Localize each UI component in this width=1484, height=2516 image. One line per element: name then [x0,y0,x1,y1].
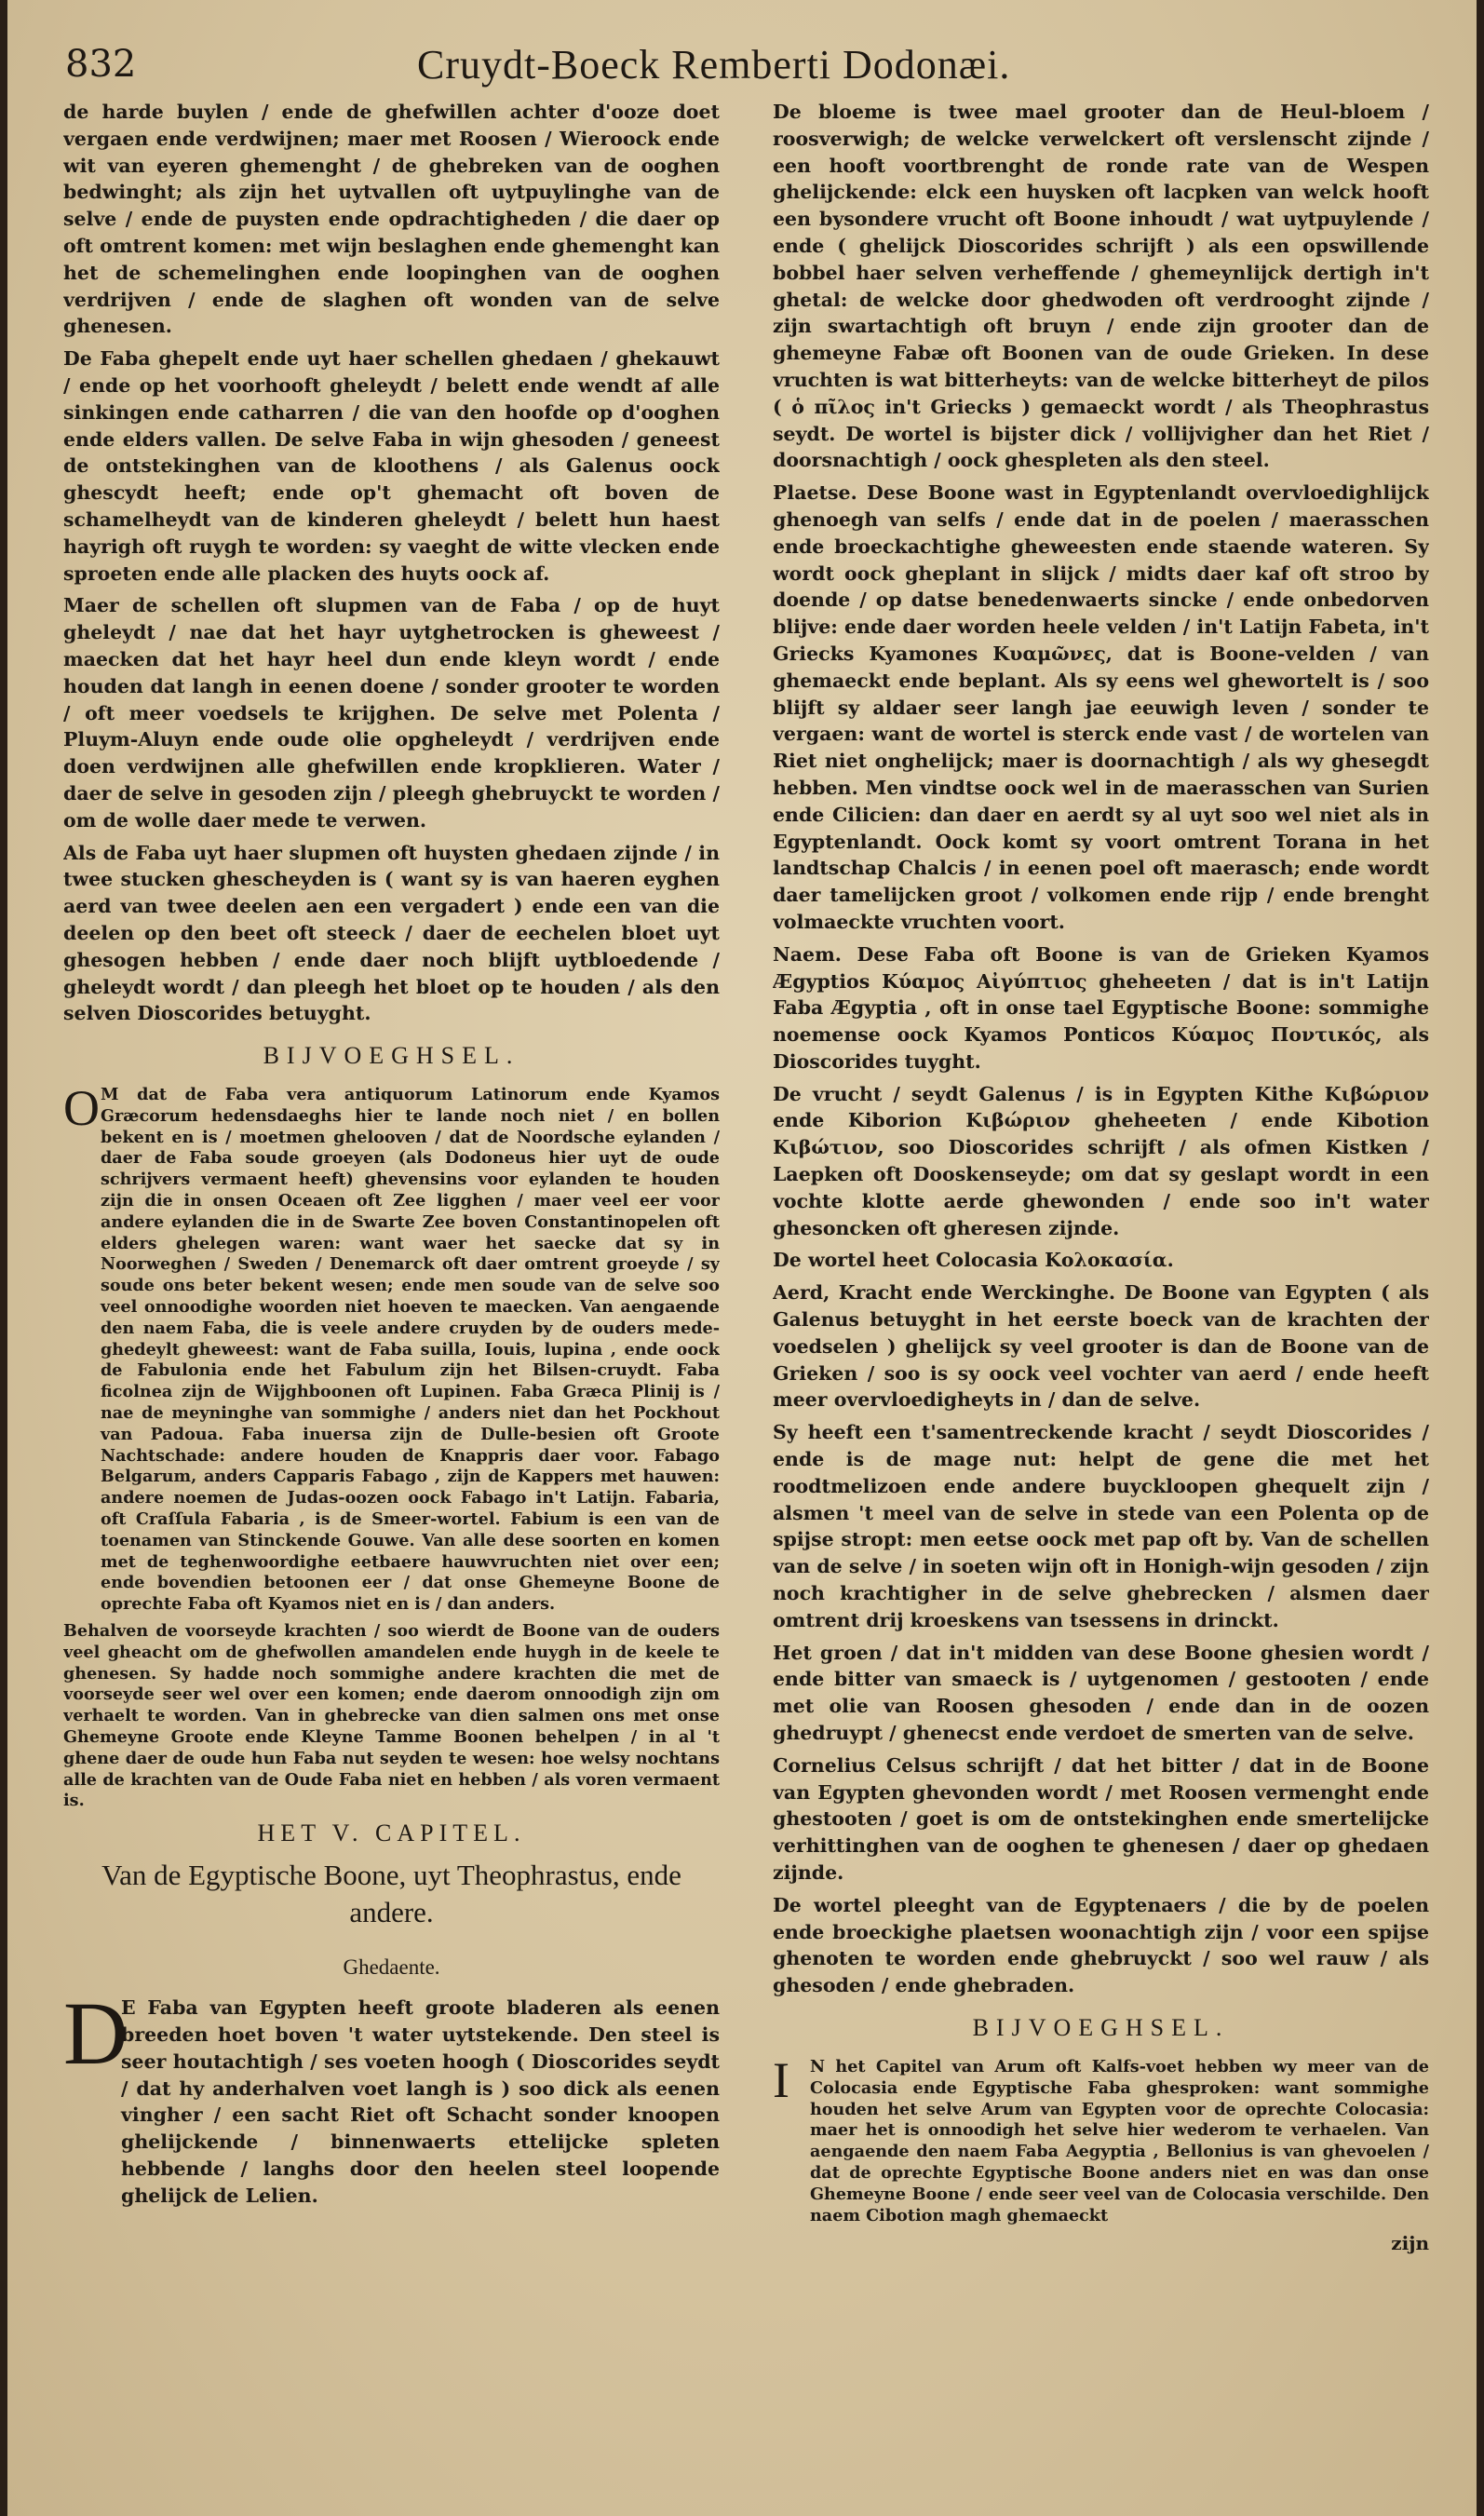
paragraph: De wortel pleeght van de Egyptenaers / die by de poelen ende broeckighe plaetsen woonachtigh zijn / voor een spijse ghenoten te worden ende ghebruyckt / soo wel rauw / als ghesoden / ende ghebraden. [773,1893,1429,1997]
paragraph: Als de Faba uyt haer slupmen oft huysten ghedaen zijnde / in twee stucken ghescheyden is ( want sy is van haeren eyghen aerd van twee deelen aen een vergadert ) ende een van die deelen op den beet oft steeck / daer de eechelen bloet uyt ghesogen hebben / ende daer noch blijft uytbloedende / gheleydt wordt / dan pleegh het bloet op te houden / als den selven Dioscorides betuyght. [63,841,720,1025]
drop-initial: O [63,1080,100,1137]
paragraph-aerd: Aerd, Kracht ende Werckinghe. De Boone van Egypten ( als Galenus betuyght in het eerste boeck van de krachten der voedselen ) ghelijck sy veel grooter is dan de Boone van de Grieken / soo is sy oock veel vochter van aerd / ende heeft meer overvloedigheyts in / dan de selve. [773,1281,1429,1412]
sub-heading-ghedaente: Ghedaente. [343,1955,440,1980]
left-column [63,99,720,2501]
paragraph: De Faba ghepelt ende uyt haer schellen ghedaen / ghekauwt / ende op het voorhooft gheleydt / belett ende wendt af alle sinkingen ende catharren / die van den hoofde op d'ooghen ende elders vallen. De selve Faba in wijn ghesoden / geneest de ontstekinghen van de kloothens / als Galenus oock ghescydt heeft; ende op't ghemacht oft boven de schamelheydt van de kinderen gheleydt / belett hun haest hayrigh oft ruygh te worden: sy vaeght de witte vlecken ende sproeten ende alle placken des huyts oock af. [63,347,720,585]
paragraph: Maer de schellen oft slupmen van de Faba / op de huyt gheleydt / nae dat het hayr uytghetrocken is gheweest / maecken dat het hayr heel dun ende kleyn wordt / ende houden dat langh in eenen doene / sonder grooter te worden / oft meer voedsels te krijghen. De selve met Polenta / Pluym-Aluyn ende oude olie opgheleydt / verdrijven ende doen verdwijnen alle ghefwillen ende kropklieren. Water / daer de selve in gesoden zijn / pleegh ghebruyckt te worden / om de wolle daer mede te verwen. [63,594,720,832]
drop-initial: I [773,2051,789,2108]
paragraph: De wortel heet Colocasia Κολοκασία. [773,1249,1174,1272]
paragraph-naem: Naem. Dese Faba oft Boone is van de Grieken Kyamos Ægyptios Κύαμος Αἰγύπτιος gheheeten / dat is in't Latijn Faba Ægyptia , oft in onse tael Egyptische Boone: sommighe noemense oock Kyamos Ponticos Κύαμος Ποντικός, als Dioscorides tuyght. [773,942,1429,1073]
page-header [7,34,1477,89]
paragraph-plaetse: Plaetse. Dese Boone wast in Egyptenlandt overvloedighlijck ghenoegh van selfs / ende dat in de poelen / maerasschen ende broeckachtighe gheweesten ende staende wateren. Sy wordt oock gheplant in slijck / midts daer kaf oft stroo by doende / op datse benedenwaerts sincke / ende onbedorven blijve: ende daer worden heele velden / in't Latijn Fabeta, in't Griecks Kyamones Κυαμῶνες, dat is Boone-velden / van ghemaeckt ende beplant. Als sy eens wel ghewortelt is / soo blijft sy aldaer seer langh jae eeuwigh leven / sonder te vergaen: want de wortel is sterck ende vast / de wortelen van Riet niet onghelijck; maer is doornachtigh / als wy ghesegdt hebben. Men vindtse oock wel in de maerasschen van Surien ende Cilicien: dan daer en aerdt sy al uyt soo wel niet als in Egyptenlandt. Oock komt sy voort omtrent Torana in het landtschap Chalcis / in eenen poel oft maerasch; ende wordt daer tamelijcken groot / volkomen ende rijp / ende brenght volmaeckte vruchten voort. [773,481,1429,933]
paragraph: de harde buylen / ende de ghefwillen achter d'ooze doet vergaen ende verdwijnen; maer met Roosen / Wieroock ende wit van eyeren ghemenght / de ghebreken van de ooghen bedwinght; als zijn het uytvallen oft uytpuylinghe van de selve / ende de puysten ende opdrachtigheden / die daer op oft omtrent komen: met wijn beslaghen ende ghemenght kan het de schemelinghen ende loopinghen van de ooghen verdrijven / ende de slaghen oft wonden van de selve ghenesen. [63,101,720,338]
running-title: Cruydt-Boeck Remberti Dodonæi. [417,42,1011,88]
paragraph: Behalven de voorseyde krachten / soo wierdt de Boone van de ouders veel gheacht om de ghefwollen amandelen ende huygh in de keele te ghenesen. Sy hadde noch sommighe andere krachten die met de voorseyde seer wel over een komen; ende daerom onnoodigh zijn om verhaelt te worden. Van in ghebrecke van dien salmen ons met onse Ghemeyne Groote ende Kleyne Tamme Boonen behelpen / in al 't ghene daer de oude hun Faba nut seyden te wesen: hoe welsy nochtans alle de krachten van de Oude Faba niet en hebben / als voren vermaent is. [63,1621,720,1811]
paragraph: Sy heeft een t'samentreckende kracht / seydt Dioscorides / ende is de mage nut: helpt de gene die met het roodtmelizoen ende andere buyckloopen ghequelt zijn / alsmen 't meel van de selve in stede van een Polenta op de spijse stropt: men eetse oock met pap oft by. Van de schellen van de selve / in soeten wijn oft in Honigh-wijn gesoden / zijn noch krachtigher in de selve ghebrecken / alsmen daer omtrent drij kroeskens van tsessens in drinckt. [773,1421,1429,1631]
page-number: 832 [65,43,137,86]
chapter-title: Van de Egyptische Boone, uyt Theophrastus, ende andere. [101,1859,681,1929]
paragraph: Cornelius Celsus schrijft / dat het bitter / dat in de Boone van Egypten ghevonden wordt / met Roosen vermenght ende ghestooten / goet is om de ontstekinghen ende smertelijcke verhittinghen van de ooghen te ghenesen / daer op ghedaen zijnde. [773,1753,1429,1884]
book-page [7,0,1477,2516]
right-column [773,99,1429,2501]
catchword: zijn [1391,2232,1429,2255]
paragraph: E Faba van Egypten heeft groote bladeren als eenen breeden hoet boven 't water uytstekende. Den steel is seer houtachtigh / ses voeten hoogh ( Dioscorides seydt / dat hy anderhalven voet langh is ) soo dick als eenen vingher / een sacht Riet oft Schacht sonder knoopen ghelijckende / binnenwaerts ettelijcke spleten hebbende / langhs door den heelen steel loopende ghelijck de Lelien. [121,1996,720,2207]
section-heading-bijvoeghsel: BIJVOEGHSEL. [263,1042,520,1070]
paragraph: M dat de Faba vera antiquorum Latinorum ende Kyamos Græcorum hedensdaeghs hier te lande noch niet / en bollen bekent en is / moetmen ghelooven / dat de Noordsche eylanden / daer de Faba soude groeyen (als Dodoneus hier uyt de oude schrijvers vermaent heeft) ghevensins voor eylanden te houden zijn die in onsen Oceaen oft Zee ligghen / maer veel eer voor andere eylanden die in de Swarte Zee boven Constantinopelen oft elders ghelegen waren: want waer het saecke dat sy in Noorweghen / Sweden / Denemarck oft daer omtrent groeyde / sy soude ons beter bekent wesen; ende men soude van de selve soo veel onnoodighe woorden niet hoeven te maecken. Van aengaende den naem Faba, die is veele andere cruyden by de ouders mede-ghedeylt gheweest: want de Faba suilla, Iouis, lupina , ende oock de Fabulonia ende het Fabulum zijn het Bilsen-cruydt. Faba ficolnea zijn de Wijghboonen oft Lupinen. Faba Græca Plinij is / nae de meyninghe van sommighe / anders niet dan het Pockhout van Padoua. Faba inuersa zijn de Dulle-besien oft Groote Nachtschade: andere houden de Knappris daer voor. Fabago Belgarum, anders Capparis Fabago , zijn de Kappers met hauwen: andere noemen de Judas-oozen oock Fabago in't Latijn. Fabaria, oft Craſſula Fabaria , is de Smeer-wortel. Fabium is een van de toenamen van Stinckende Gouwe. Van alle dese soorten en komen met de teghenwoordighe eetbaere hauwvruchten niet over een; ende bovendien betoonen eer / dat onse Ghemeyne Boone de oprechte Faba oft Kyamos niet en is / dan anders. [101,1085,720,1615]
paragraph: De vrucht / seydt Galenus / is in Egypten Kithe Κιβώριον ende Kiborion Κιβώριον gheheeten / ende Kibotion Κιβώτιον, soo Dioscorides schrijft / als ofmen Kistken / Laepken oft Dooskenseyde; om dat sy geslapt wordt in een vochte klotte aerde ghewonden / ende soo in't water ghesoncken oft gheresen zijnde. [773,1082,1429,1239]
bijvoeghsel-block [63,1080,720,1616]
section-heading-bijvoeghsel: BIJVOEGHSEL. [972,2013,1230,2041]
drop-initial: D [63,1983,128,2084]
paragraph: N het Capitel van Arum oft Kalfs-voet hebben wy meer van de Colocasia ende Egyptische Faba ghesproken: want sommighe houden het selve Arum van Egypten voor de oprechte Colocasia: maer het is onnoodigh het selve hier wederom te verhaelen. Van aengaende den naem Faba Aegyptia , Bellonius is van ghevoelen / dat de oprechte Egyptische Boone anders niet en was dan onse Ghemeyne Boone / ende seer veel van de Colocasia verschilde. Den naem Cibotion magh ghemaeckt [810,2056,1429,2225]
bijvoeghsel-block [773,2051,1429,2226]
paragraph: Het groen / dat in't midden van dese Boone ghesien wordt / ende bitter van smaeck is / uytgenomen / gestooten / ende met olie van Roosen ghesoden / ende dan in de oozen ghedruypt / ghenecst ende verdoet de smerten van de selve. [773,1641,1429,1745]
ghedaente-block [63,1983,720,2209]
paragraph: De bloeme is twee mael grooter dan de Heul-bloem / roosverwigh; de welcke verwelckert oft verslenscht zijnde / een hooft voortbrenght de ronde rate van de Wespen ghelijckende: elck een huysken oft lacpken van welck hooft een bysondere vrucht oft Boone inhoudt / wat uytpuylende / ende ( ghelijck Dioscorides schrijft ) als een opswillende bobbel haer selven verheffende / ghemeynlijck dertigh in't ghetal: de welcke door ghedwoden oft verdrooght zijnde / zijn swartachtigh oft bruyn / ende zijn grooter dan de ghemeyne Fabæ oft Boonen van de oude Grieken. In dese vruchten is wat bitterheyts: van de welcke bitterheyt de pilos ( ὁ πῖλος in't Griecks ) gemaeckt wordt / als Theophrastus seydt. De wortel is bijster dick / vollijvigher dan het Riet / doorsnachtigh / oock ghespleten als den steel. [773,101,1429,472]
chapter-heading: HET V. CAPITEL. [257,1819,526,1847]
